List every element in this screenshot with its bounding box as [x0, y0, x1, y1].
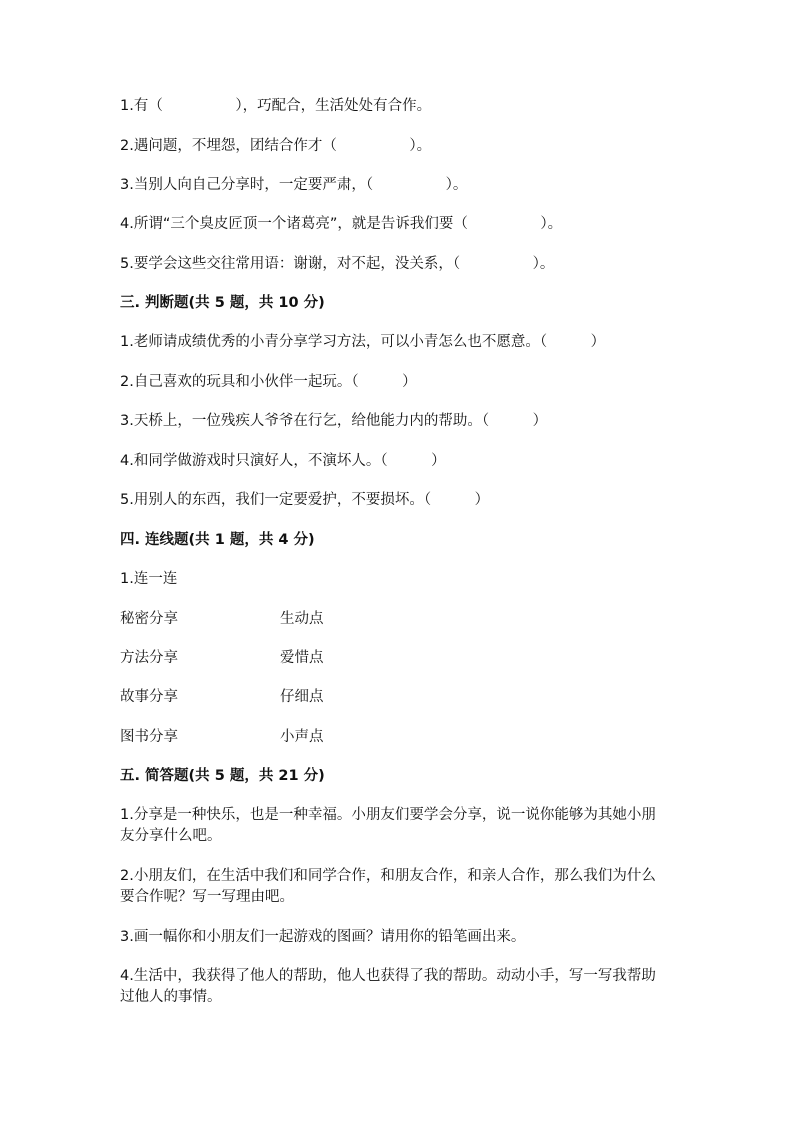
matching-left-item: 故事分享 — [120, 689, 178, 705]
short-answer-question-4: 4.生活中，我获得了他人的帮助，他人也获得了我的帮助。动动小手，写一写我帮助过他人的事情。 — [120, 968, 656, 1005]
fill-in-question-3: 3.当别人向自己分享时，一定要严肃，（ ）。 — [120, 177, 468, 193]
section-heading-matching: 四. 连线题(共 1 题，共 4 分) — [120, 532, 315, 548]
fill-in-question-5: 5.要学会这些交往常用语：谢谢，对不起，没关系，（ ）。 — [120, 256, 555, 272]
judge-question-2: 2.自己喜欢的玩具和小伙伴一起玩。（ ） — [120, 374, 417, 390]
fill-in-question-1: 1.有（ ），巧配合，生活处处有合作。 — [120, 98, 432, 114]
matching-left-item: 图书分享 — [120, 729, 178, 745]
short-answer-question-3: 3.画一幅你和小朋友们一起游戏的图画？请用你的铅笔画出来。 — [120, 929, 526, 945]
fill-in-question-4: 4.所谓“三个臭皮匠顶一个诸葛亮”，就是告诉我们要（ ）。 — [120, 216, 563, 232]
judge-question-5: 5.用别人的东西，我们一定要爱护，不要损坏。（ ） — [120, 492, 490, 508]
matching-left-item: 秘密分享 — [120, 611, 178, 627]
section-heading-judge: 三. 判断题(共 5 题，共 10 分) — [120, 295, 325, 311]
matching-left-item: 方法分享 — [120, 650, 178, 666]
fill-in-question-2: 2.遇问题，不埋怨，团结合作才（ ）。 — [120, 138, 432, 154]
judge-question-1: 1.老师请成绩优秀的小青分享学习方法，可以小青怎么也不愿意。（ ） — [120, 334, 606, 350]
matching-question-1: 1.连一连 — [120, 571, 178, 587]
short-answer-question-1: 1.分享是一种快乐，也是一种幸福。小朋友们要学会分享，说一说你能够为其她小朋友分享什么吧。 — [120, 807, 656, 844]
short-answer-question-2: 2.小朋友们，在生活中我们和同学合作，和朋友合作，和亲人合作，那么我们为什么要合作呢？写一写理由吧。 — [120, 868, 656, 905]
matching-right-item: 仔细点 — [280, 689, 324, 705]
judge-question-4: 4.和同学做游戏时只演好人，不演坏人。（ ） — [120, 453, 446, 469]
judge-question-3: 3.天桥上，一位残疾人爷爷在行乞，给他能力内的帮助。（ ） — [120, 413, 548, 429]
section-heading-short-answer: 五. 简答题(共 5 题，共 21 分) — [120, 768, 325, 784]
matching-right-item: 小声点 — [280, 729, 324, 745]
matching-right-item: 爱惜点 — [280, 650, 324, 666]
matching-right-item: 生动点 — [280, 611, 324, 627]
